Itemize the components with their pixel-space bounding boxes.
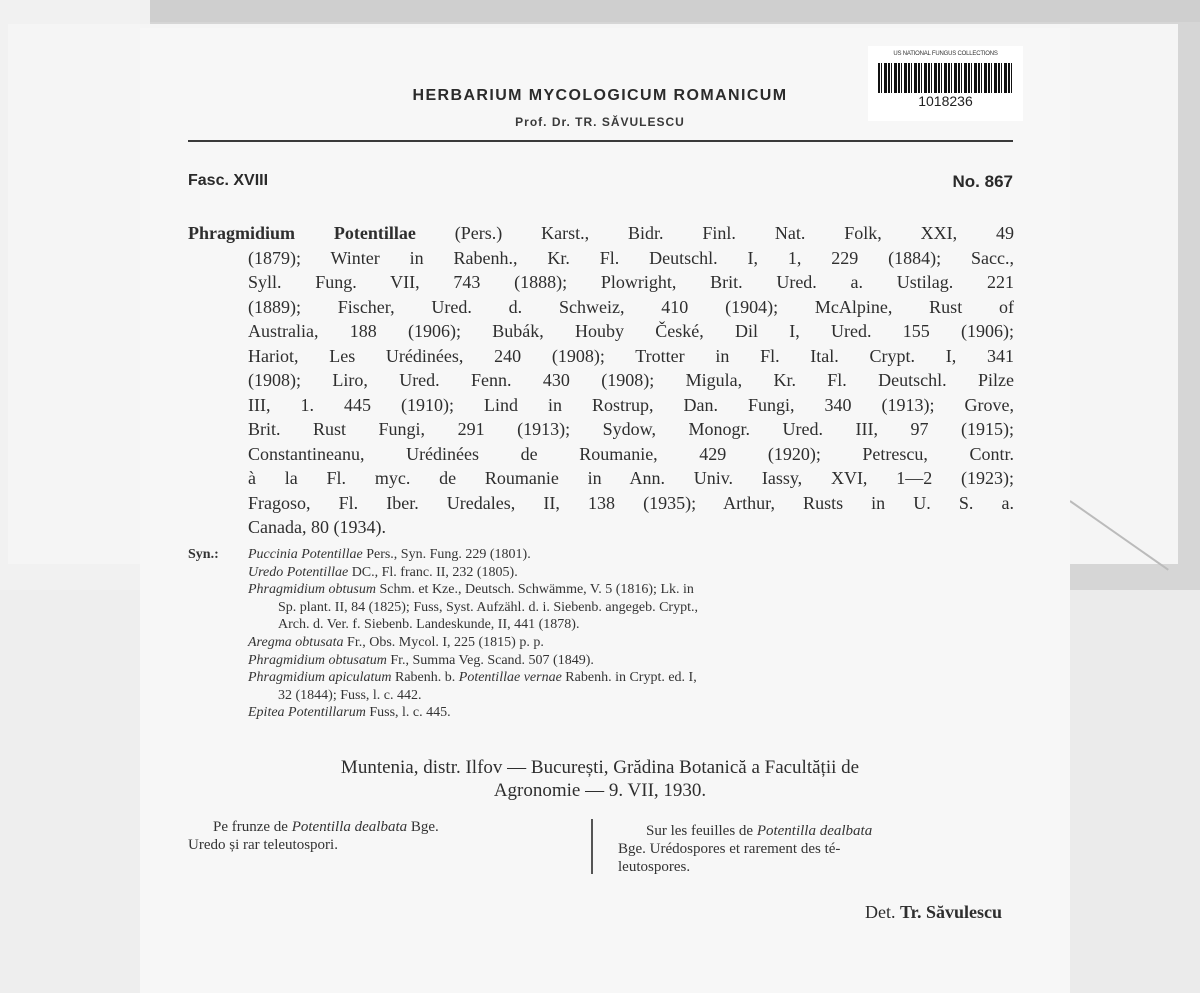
synonym-entry: Aregma obtusata Fr., Obs. Mycol. I, 225 (1815) p. p. <box>248 634 544 650</box>
citation-line: Constantineanu, Urédinées de Roumanie, 429 (1920); Petrescu, Contr. <box>248 443 1014 464</box>
species-name: Phragmidium Potentillae <box>188 223 416 243</box>
background-card-bottom-left <box>0 590 140 993</box>
background-card-right <box>1070 590 1200 993</box>
citation-line: Phragmidium Potentillae (Pers.) Karst., Bidr. Finl. Nat. Folk, XXI, 49 <box>188 223 1014 243</box>
barcode-sticker <box>868 46 1023 121</box>
herbarium-title: HERBARIUM MYCOLOGICUM ROMANICUM <box>412 87 788 104</box>
barcode-number: 1018236 <box>918 93 973 109</box>
synonym-entry: Phragmidium obtusum Schm. et Kze., Deutsch. Schwämme, V. 5 (1816); Lk. in <box>248 582 694 598</box>
note-line: leutospores. <box>618 859 691 875</box>
synonym-entry: Arch. d. Ver. f. Siebenb. Landeskunde, II, 441 (1878). <box>278 617 580 633</box>
citation-line: III, 1. 445 (1910); Lind in Rostrup, Dan. Fungi, 340 (1913); Grove, <box>248 394 1014 415</box>
synonym-entry: Phragmidium obtusatum Fr., Summa Veg. Scand. 507 (1849). <box>248 652 594 668</box>
note-line: Pe frunze de Potentilla dealbata Bge. <box>213 819 439 835</box>
barcode-icon <box>878 63 1013 93</box>
background-strip <box>0 0 1200 22</box>
note-line: Sur les feuilles de Potentilla dealbata <box>646 823 873 839</box>
citation-line: (1908); Liro, Ured. Fenn. 430 (1908); Migula, Kr. Fl. Deutschl. Pilze <box>248 370 1014 390</box>
synonym-entry: Epitea Potentillarum Fuss, l. c. 445. <box>248 705 451 721</box>
citation-line: Fragoso, Fl. Iber. Uredales, II, 138 (1935); Arthur, Rusts in U. S. a. <box>248 492 1014 513</box>
citation-line: Canada, 80 (1934). <box>248 517 386 537</box>
host-note-romanian <box>188 818 583 854</box>
main-citation <box>188 221 1014 540</box>
synonym-entry: Phragmidium apiculatum Rabenh. b. Potentillae vernae Rabenh. in Crypt. ed. I, <box>248 670 697 686</box>
determiner: Det. Tr. Săvulescu <box>864 902 1002 922</box>
citation-line: Australia, 188 (1906); Bubák, Houby České, Dil I, Ured. 155 (1906); <box>248 321 1014 341</box>
herbarium-editor: Prof. Dr. TR. SĂVULESCU <box>515 115 685 129</box>
fascicle-label: Fasc. XVIII <box>188 172 269 189</box>
synonyms <box>188 546 1006 722</box>
citation-line: (1889); Fischer, Ured. d. Schweiz, 410 (1904); McAlpine, Rust of <box>248 296 1014 317</box>
synonym-entry: Sp. plant. II, 84 (1825); Fuss, Syst. Aufzähl. d. i. Siebenb. angegeb. Crypt., <box>278 599 698 615</box>
collection-locality <box>200 756 1000 802</box>
synonyms-label: Syn.: <box>188 547 219 562</box>
synonym-entry: Uredo Potentillae DC., Fl. franc. II, 232 (1805). <box>248 564 518 580</box>
locality-line: Agronomie — 9. VII, 1930. <box>493 780 707 801</box>
host-note-french <box>618 822 1008 876</box>
barcode-caption: US NATIONAL FUNGUS COLLECTIONS <box>893 51 998 57</box>
note-line: Bge. Urédospores et rarement des té- <box>618 841 841 857</box>
citation-line: Syll. Fung. VII, 743 (1888); Plowright, Brit. Ured. a. Ustilag. 221 <box>248 272 1014 292</box>
synonym-entry: 32 (1844); Fuss, l. c. 442. <box>278 687 422 703</box>
header-rule <box>188 140 1013 142</box>
citation-line: Brit. Rust Fungi, 291 (1913); Sydow, Monogr. Ured. III, 97 (1915); <box>248 419 1014 439</box>
citation-line: Hariot, Les Urédinées, 240 (1908); Trotter in Fl. Ital. Crypt. I, 341 <box>248 345 1014 366</box>
specimen-number: No. 867 <box>952 172 1013 191</box>
column-divider <box>591 819 593 874</box>
citation-line: à la Fl. myc. de Roumanie in Ann. Univ. Iassy, XVI, 1—2 (1923); <box>248 468 1014 488</box>
locality-line: Muntenia, distr. Ilfov — București, Grădina Botanică a Facultății de <box>340 757 860 778</box>
note-line: Uredo și rar teleutospori. <box>188 837 338 853</box>
synonym-entry: Syn.: Puccinia Potentillae Pers., Syn. Fung. 229 (1801). <box>188 547 531 562</box>
citation-line: (1879); Winter in Rabenh., Kr. Fl. Deutschl. I, 1, 229 (1884); Sacc., <box>248 247 1014 268</box>
